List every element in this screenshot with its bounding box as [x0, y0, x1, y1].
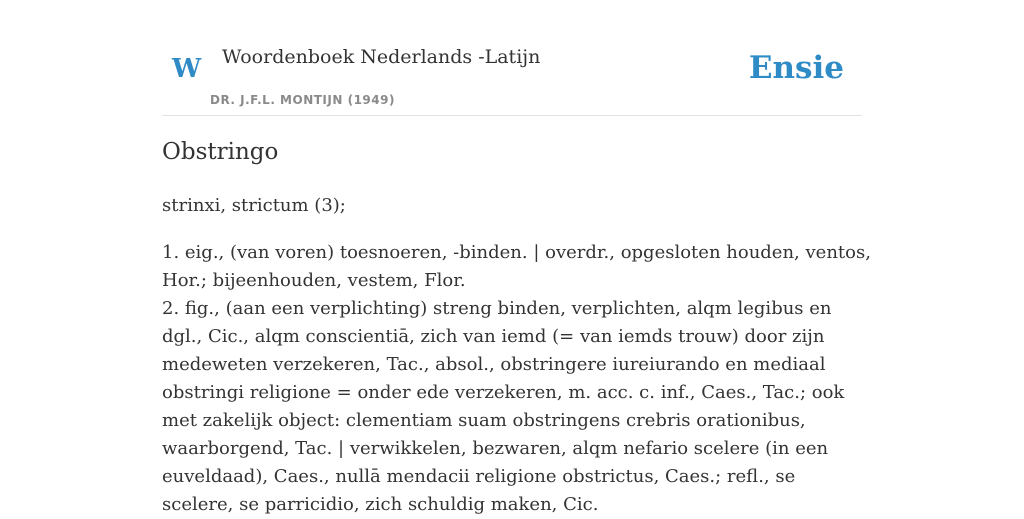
dictionary-author: DR. J.F.L. MONTIJN (1949)	[210, 93, 395, 107]
entry-headword: Obstringo	[162, 139, 279, 165]
entry-content	[162, 192, 872, 519]
dictionary-title[interactable]: Woordenboek Nederlands -Latijn	[222, 46, 541, 68]
ensie-logo[interactable]: Ensie	[748, 50, 844, 86]
entry-sense-1: 1. eig., (van voren) toesnoeren, -binden. | overdr., opgesloten houden, ventos, Hor.; bijeenhouden, vestem, Flor.	[162, 242, 871, 291]
site-header	[162, 40, 862, 116]
entry-forms: strinxi, strictum (3);	[162, 195, 346, 216]
dictionary-logo[interactable]: W	[172, 54, 202, 84]
entry-sense-2: 2. fig., (aan een verplichting) streng binden, verplichten, alqm legibus en dgl., Cic., alqm conscientiā, zich van iemd (= van iemds trouw) door zijn medeweten verzekeren, Tac., absol., obstringere iureiurando en mediaal obstringi religione = onder ede verzekeren, m. acc. c. inf., Caes., Tac.; ook met zakelijk object: clementiam suam obstringens crebris orationibus, waarborgend, Tac. | verwikkelen, bezwaren, alqm nefario scelere (in een euveldaad), Caes., nullā mendacii religione obstrictus, Caes.; refl., se scelere, se parricidio, zich schuldig maken, Cic.	[162, 298, 845, 515]
